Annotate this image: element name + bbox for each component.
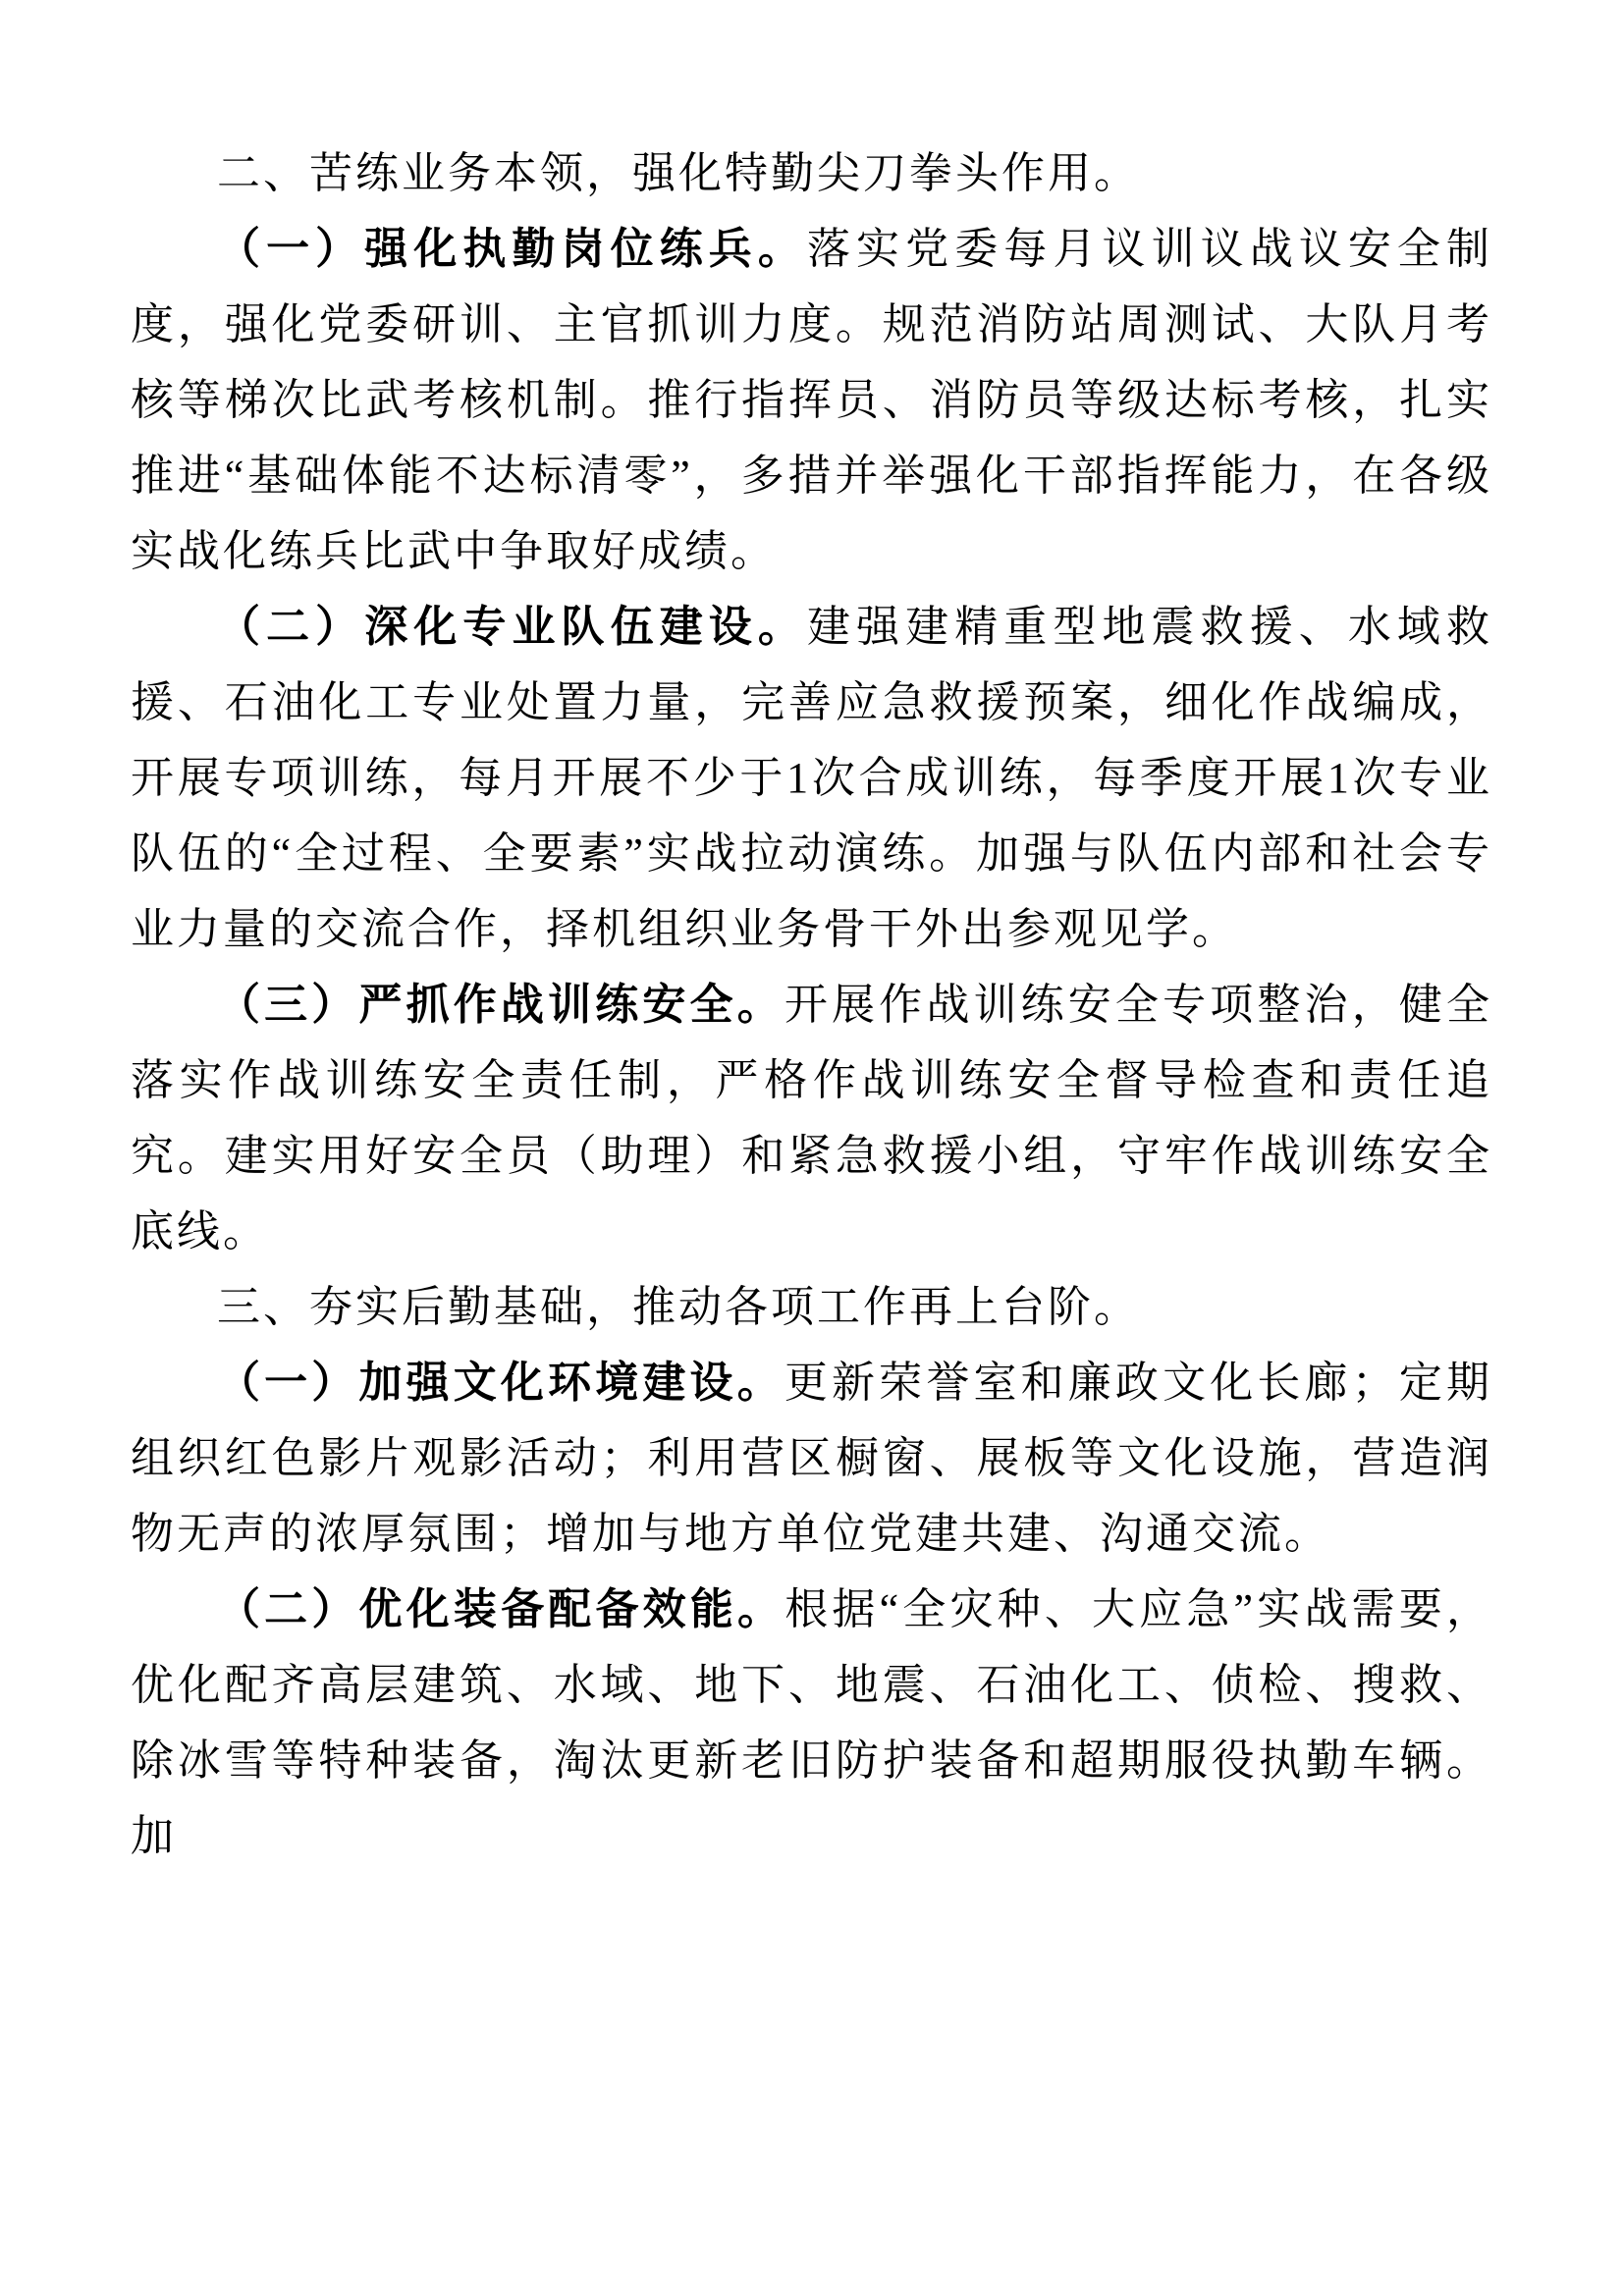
paragraph-body: 根据“全灾种、大应急”实战需要，优化配齐高层建筑、水域、地下、地震、石油化工、侦检、搜救、除冰雪等特种装备，淘汰更新老旧防护装备和超期服役执勤车辆。加 <box>131 1585 1493 1860</box>
paragraph <box>131 589 1492 967</box>
paragraph-lead: （一）加强文化环境建设。 <box>217 1359 784 1407</box>
paragraph <box>131 1572 1492 1874</box>
section-heading <box>131 135 1492 211</box>
paragraph-lead: （三）严抓作战训练安全。 <box>217 981 784 1029</box>
section-heading-text: 二、苦练业务本领，强化特勤尖刀拳头作用。 <box>217 149 1140 197</box>
paragraph <box>131 967 1492 1269</box>
paragraph-body: 开展作战训练安全专项整治，健全落实作战训练安全责任制，严格作战训练安全督导检查和责任追究。建实用好安全员（助理）和紧急救援小组，守牢作战训练安全底线。 <box>131 981 1493 1255</box>
paragraph-body: 落实党委每月议训议战议安全制度，强化党委研训、主官抓训力度。规范消防站周测试、大队月考核等梯次比武考核机制。推行指挥员、消防员等级达标考核，扎实推进“基础体能不达标清零”，多措并举强化干部指挥能力，在各级实战化练兵比武中争取好成绩。 <box>131 225 1493 575</box>
paragraph-lead: （二）优化装备配备效能。 <box>217 1585 785 1633</box>
paragraph-lead: （一）强化执勤岗位练兵。 <box>217 225 807 273</box>
paragraph <box>131 211 1492 589</box>
section-heading-text: 三、夯实后勤基础，推动各项工作再上台阶。 <box>217 1283 1140 1331</box>
paragraph-body: 建强建精重型地震救援、水域救援、石油化工专业处置力量，完善应急救援预案，细化作战编成，开展专项训练，每月开展不少于1次合成训练，每季度开展1次专业队伍的“全过程、全要素”实战拉动演练。加强与队伍内部和社会专业力量的交流合作，择机组织业务骨干外出参观见学。 <box>131 603 1493 953</box>
paragraph <box>131 1345 1492 1572</box>
section-heading <box>131 1269 1492 1345</box>
paragraph-body: 更新荣誉室和廉政文化长廊；定期组织红色影片观影活动；利用营区橱窗、展板等文化设施，营造润物无声的浓厚氛围；增加与地方单位党建共建、沟通交流。 <box>131 1359 1493 1558</box>
paragraph-lead: （二）深化专业队伍建设。 <box>217 603 807 651</box>
